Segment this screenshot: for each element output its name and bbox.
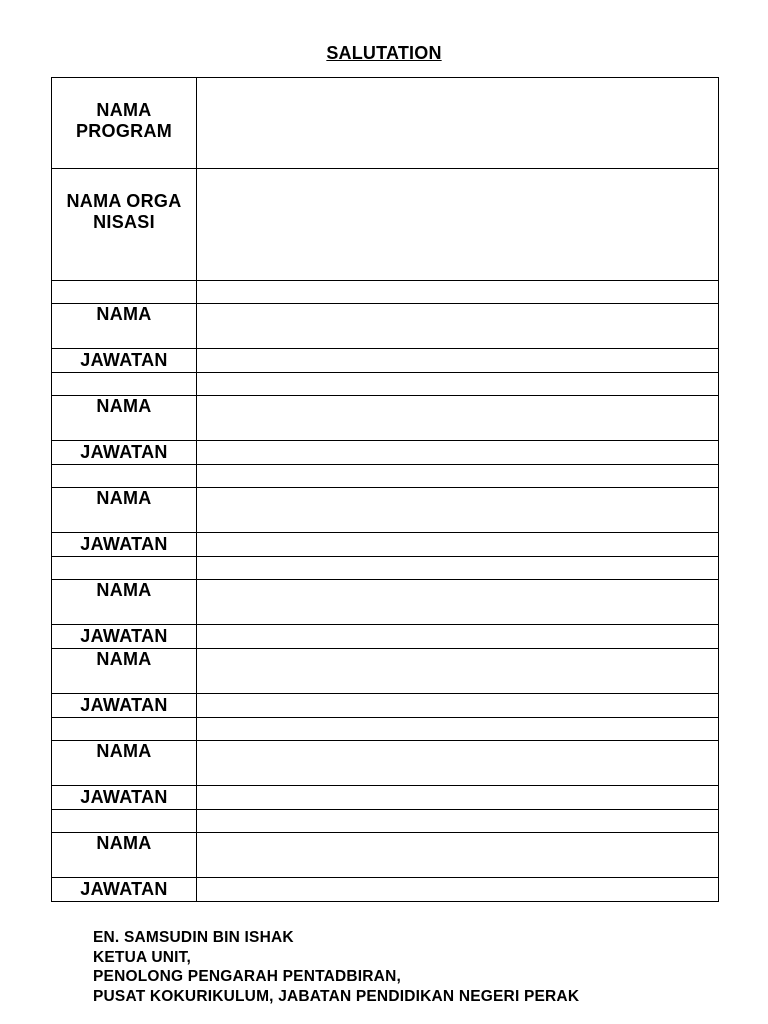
jawatan-row — [52, 349, 719, 373]
jawatan-field[interactable] — [197, 694, 719, 718]
jawatan-row — [52, 786, 719, 810]
nama-field[interactable] — [197, 304, 719, 349]
jawatan-label: JAWATAN — [52, 533, 197, 557]
nama-row — [52, 488, 719, 533]
jawatan-row — [52, 694, 719, 718]
jawatan-field[interactable] — [197, 786, 719, 810]
signatory-department: PUSAT KOKURIKULUM, JABATAN PENDIDIKAN NEGERI PERAK — [93, 987, 580, 1005]
nama-field[interactable] — [197, 396, 719, 441]
spacer-row — [52, 718, 719, 741]
program-field[interactable] — [197, 78, 719, 169]
nama-label: NAMA — [52, 396, 197, 441]
nama-label: NAMA — [52, 833, 197, 878]
program-label: NAMA PROGRAM — [52, 78, 197, 169]
nama-label: NAMA — [52, 649, 197, 694]
salutation-form-table — [51, 77, 719, 902]
jawatan-field[interactable] — [197, 625, 719, 649]
nama-row — [52, 396, 719, 441]
jawatan-row — [52, 878, 719, 902]
jawatan-label: JAWATAN — [52, 349, 197, 373]
spacer-row — [52, 281, 719, 304]
organisation-field[interactable] — [197, 169, 719, 281]
nama-label: NAMA — [52, 488, 197, 533]
nama-row — [52, 741, 719, 786]
signature-block — [93, 928, 579, 1006]
nama-row — [52, 580, 719, 625]
jawatan-label: JAWATAN — [52, 441, 197, 465]
program-row — [52, 78, 719, 169]
nama-label: NAMA — [52, 580, 197, 625]
spacer-row — [52, 373, 719, 396]
signatory-name: EN. SAMSUDIN BIN ISHAK — [93, 929, 294, 946]
jawatan-field[interactable] — [197, 349, 719, 373]
nama-label: NAMA — [52, 304, 197, 349]
nama-field[interactable] — [197, 580, 719, 625]
jawatan-field[interactable] — [197, 441, 719, 465]
nama-row — [52, 833, 719, 878]
jawatan-field[interactable] — [197, 878, 719, 902]
nama-field[interactable] — [197, 741, 719, 786]
document-title: SALUTATION — [326, 43, 442, 63]
spacer-row — [52, 557, 719, 580]
jawatan-row — [52, 441, 719, 465]
nama-field[interactable] — [197, 649, 719, 694]
nama-field[interactable] — [197, 833, 719, 878]
jawatan-row — [52, 533, 719, 557]
jawatan-row — [52, 625, 719, 649]
nama-row — [52, 649, 719, 694]
jawatan-label: JAWATAN — [52, 786, 197, 810]
jawatan-label: JAWATAN — [52, 694, 197, 718]
jawatan-field[interactable] — [197, 533, 719, 557]
organisation-row — [52, 169, 719, 281]
jawatan-label: JAWATAN — [52, 878, 197, 902]
nama-label: NAMA — [52, 741, 197, 786]
spacer-row — [52, 465, 719, 488]
nama-field[interactable] — [197, 488, 719, 533]
organisation-label: NAMA ORGANISASI — [52, 169, 197, 281]
nama-row — [52, 304, 719, 349]
signatory-position: PENOLONG PENGARAH PENTADBIRAN, — [93, 968, 401, 985]
spacer-row — [52, 810, 719, 833]
signatory-title: KETUA UNIT, — [93, 948, 192, 966]
jawatan-label: JAWATAN — [52, 625, 197, 649]
